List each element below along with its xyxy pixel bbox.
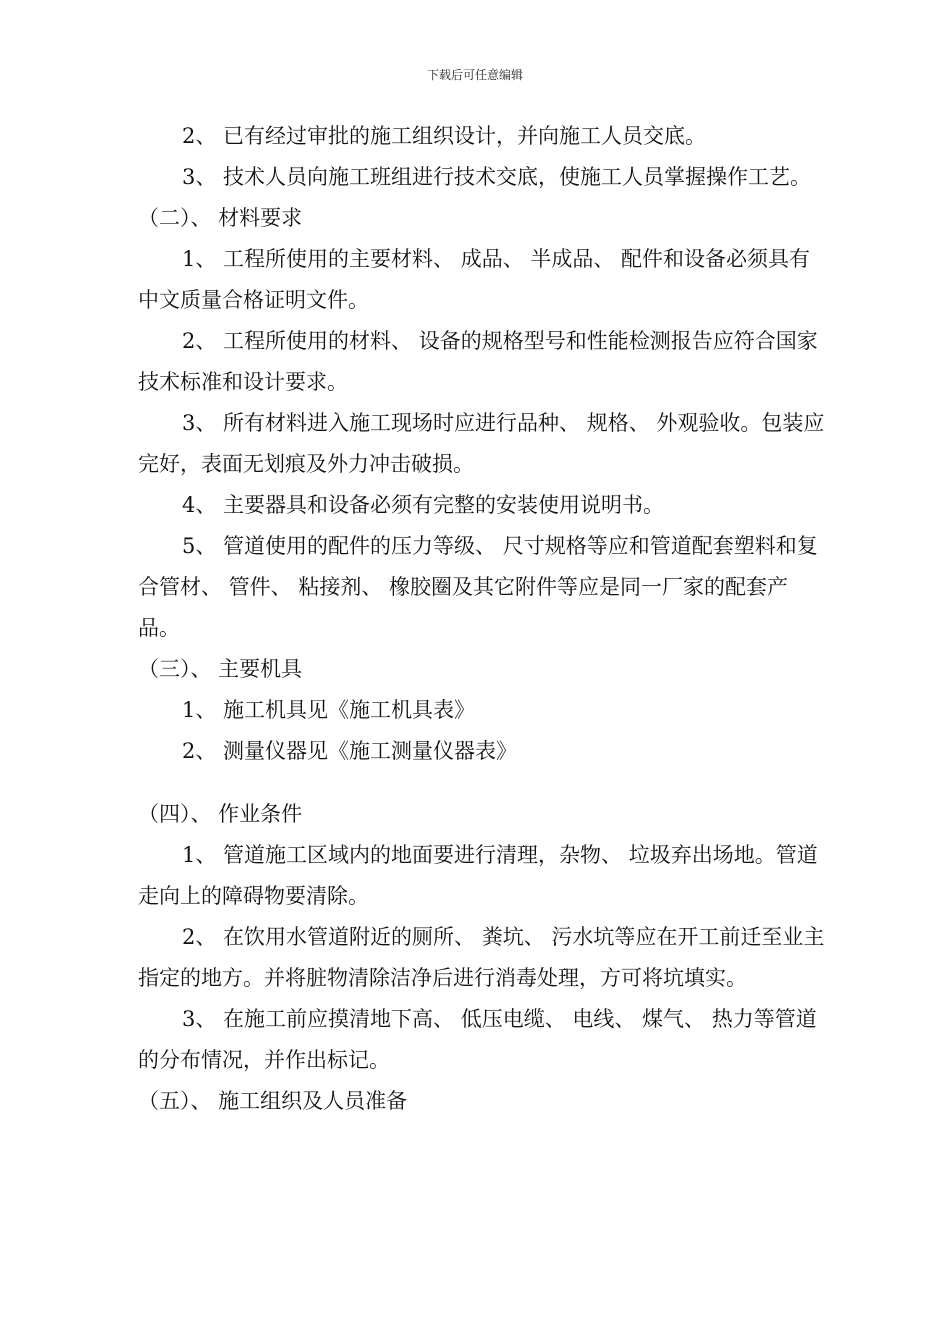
paragraph: 3、 在施工前应摸清地下高、 低压电缆、 电线、 煤气、 热力等管道的分布情况，并作出标记。 — [138, 1007, 817, 1072]
paragraph: 2、 工程所使用的材料、 设备的规格型号和性能检测报告应符合国家技术标准和设计要求。 — [138, 329, 818, 394]
paragraph: 1、 工程所使用的主要材料、 成品、 半成品、 配件和设备必须具有中文质量合格证明文件。 — [138, 247, 811, 312]
section-heading: （三）、 主要机具 — [138, 657, 303, 681]
section-heading: （二）、 材料要求 — [138, 206, 303, 230]
section-heading: （五）、 施工组织及人员准备 — [138, 1089, 408, 1113]
paragraph: 5、 管道使用的配件的压力等级、 尺寸规格等应和管道配套塑料和复合管材、 管件、 粘接剂、 橡胶圈及其它附件等应是同一厂家的配套产品。 — [138, 534, 818, 640]
paragraph: 2、 已有经过审批的施工组织设计，并向施工人员交底。 — [182, 124, 707, 148]
page-header: 下载后可任意编辑 — [426, 68, 523, 82]
paragraph: 3、 技术人员向施工班组进行技术交底，使施工人员掌握操作工艺。 — [182, 165, 812, 189]
document-body — [138, 116, 828, 1122]
spacer — [138, 772, 828, 794]
paragraph: 4、 主要器具和设备必须有完整的安装使用说明书。 — [182, 493, 665, 517]
paragraph: 1、 施工机具见《施工机具表》 — [182, 698, 476, 722]
paragraph: 2、 测量仪器见《施工测量仪器表》 — [182, 739, 518, 763]
section-heading: （四）、 作业条件 — [138, 802, 303, 826]
paragraph: 3、 所有材料进入施工现场时应进行品种、 规格、 外观验收。包装应完好，表面无划痕及外力冲击破损。 — [138, 411, 825, 476]
paragraph: 1、 管道施工区域内的地面要进行清理，杂物、 垃圾弃出场地。管道走向上的障碍物要清除。 — [138, 843, 818, 908]
paragraph: 2、 在饮用水管道附近的厕所、 粪坑、 污水坑等应在开工前迁至业主指定的地方。并将脏物清除洁净后进行消毒处理，方可将坑填实。 — [138, 925, 825, 990]
